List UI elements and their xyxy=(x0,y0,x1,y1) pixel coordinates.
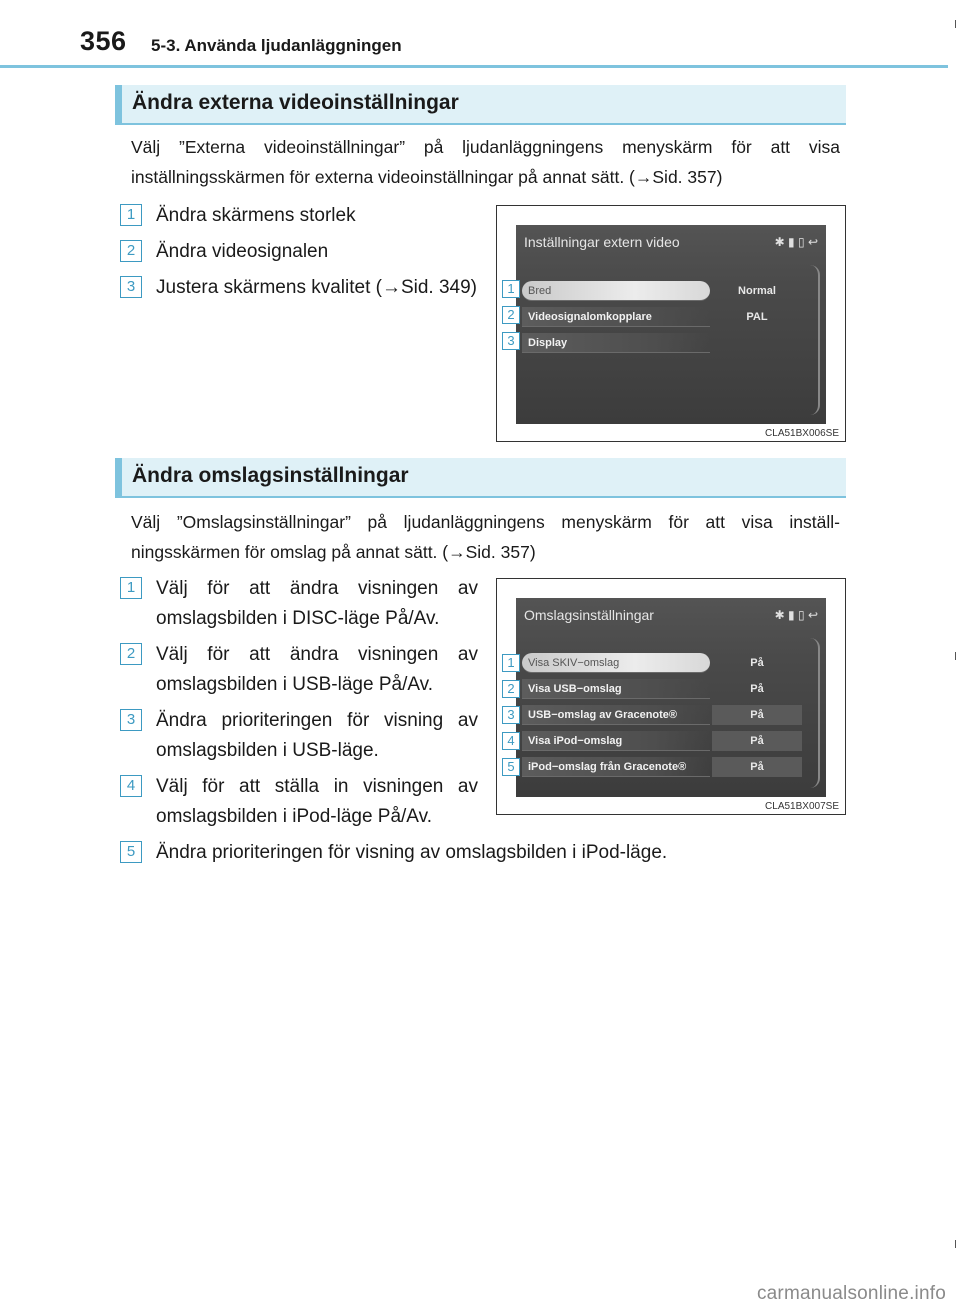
setting-value: PAL xyxy=(746,311,768,323)
item-text: Ändra skärmens storlek xyxy=(156,205,356,226)
item-text: Välj för att ändra visningen av xyxy=(156,578,478,599)
margin-tick xyxy=(955,652,956,660)
item-text: Välj för att ställa in visningen av xyxy=(156,776,478,797)
item-number: 5 xyxy=(120,841,142,863)
page-number: 356 xyxy=(80,26,127,56)
margin-tick xyxy=(955,20,956,28)
list-item xyxy=(120,574,480,634)
setting-row[interactable]: USB−omslag av Gracenote® xyxy=(522,705,710,725)
callout-number: 2 xyxy=(502,680,520,698)
item-number: 1 xyxy=(120,577,142,599)
setting-value: På xyxy=(712,705,802,725)
item-number: 4 xyxy=(120,775,142,797)
item-text: omslagsbilden i iPod-läge På/Av. xyxy=(156,806,433,827)
image-code: CLA51BX007SE xyxy=(765,801,839,812)
watermark: carmanualsonline.info xyxy=(756,1283,946,1304)
header-rule xyxy=(0,65,948,68)
callout-number: 3 xyxy=(502,706,520,724)
callout-number: 1 xyxy=(502,280,520,298)
margin-tick xyxy=(955,1240,956,1248)
setting-value: På xyxy=(712,731,802,751)
status-icons xyxy=(775,235,818,249)
section-intro: Välj ”Externa videoinställningar” på ljudanläggningens menyskärm för att visa inställningsskärmen för externa videoinställningar på annat sätt. (→Sid. 357) xyxy=(131,137,840,187)
item-text: Justera skärmens kvalitet (→Sid. 349) xyxy=(156,277,478,298)
setting-value: På xyxy=(750,657,764,669)
callout-number: 1 xyxy=(502,654,520,672)
section-intro: Välj ”Omslagsinställningar” på ljudanläggningens menyskärm för att visa inställ-ningsskärmen för omslag på annat sätt. (→Sid. 357) xyxy=(131,512,840,562)
screen-title: Omslagsinställningar xyxy=(524,607,654,623)
setting-row[interactable]: iPod−omslag från Gracenote® xyxy=(522,757,710,777)
item-text: omslagsbilden i USB-läge. xyxy=(156,740,379,761)
bluetooth-icon: ✱ xyxy=(774,608,785,622)
item-text: Välj för att ändra visningen av xyxy=(156,644,478,665)
list-item xyxy=(120,706,480,766)
screen-title: Inställningar extern video xyxy=(524,234,680,250)
display-screen xyxy=(516,598,826,797)
setting-value: På xyxy=(712,757,802,777)
callout-number: 5 xyxy=(502,758,520,776)
item-number: 2 xyxy=(120,643,142,665)
callout-number: 2 xyxy=(502,306,520,324)
item-number: 3 xyxy=(120,709,142,731)
setting-row[interactable]: Visa USB−omslag xyxy=(522,679,710,699)
setting-value: Normal xyxy=(738,285,776,297)
battery-icon: ▯ xyxy=(797,608,805,622)
signal-icon: ▮ xyxy=(788,235,795,249)
setting-row[interactable]: Visa iPod−omslag xyxy=(522,731,710,751)
signal-icon: ▮ xyxy=(788,608,795,622)
section-title: Ändra omslagsinställningar xyxy=(132,464,409,487)
scroll-curve xyxy=(810,265,820,415)
item-text: omslagsbilden i DISC-läge På/Av. xyxy=(156,608,440,629)
setting-row[interactable]: Bred xyxy=(522,281,710,301)
scroll-curve xyxy=(810,638,820,788)
item-text: Ändra prioriteringen för visning av omslagsbilden i iPod-läge. xyxy=(156,842,668,863)
setting-row[interactable]: Videosignalomkopplare xyxy=(522,307,710,327)
bluetooth-icon: ✱ xyxy=(774,235,785,249)
item-text: Ändra videosignalen xyxy=(156,241,329,262)
list-item xyxy=(120,772,480,832)
status-icons xyxy=(775,608,818,622)
item-text: Ändra prioriteringen för visning av xyxy=(156,710,478,731)
section-heading-external-video xyxy=(115,85,846,125)
display-screen xyxy=(516,225,826,424)
image-code: CLA51BX006SE xyxy=(765,428,839,439)
callout-number: 4 xyxy=(502,732,520,750)
chapter-title: 5-3. Använda ljudanläggningen xyxy=(151,36,402,55)
setting-row[interactable]: Visa SKIV−omslag xyxy=(522,653,710,673)
screenshot-external-video-settings xyxy=(496,205,846,442)
item-number: 3 xyxy=(120,276,142,298)
section-heading-cover-art xyxy=(115,458,846,498)
back-icon[interactable]: ↩ xyxy=(807,608,818,622)
item-number: 1 xyxy=(120,204,142,226)
setting-value: På xyxy=(750,683,764,695)
list-item xyxy=(120,640,480,700)
screenshot-cover-art-settings xyxy=(496,578,846,815)
battery-icon: ▯ xyxy=(797,235,805,249)
section-title: Ändra externa videoinställningar xyxy=(132,91,459,114)
item-number: 2 xyxy=(120,240,142,262)
back-icon[interactable]: ↩ xyxy=(807,235,818,249)
callout-number: 3 xyxy=(502,332,520,350)
item-text: omslagsbilden i USB-läge På/Av. xyxy=(156,674,434,695)
setting-row[interactable]: Display xyxy=(522,333,710,353)
